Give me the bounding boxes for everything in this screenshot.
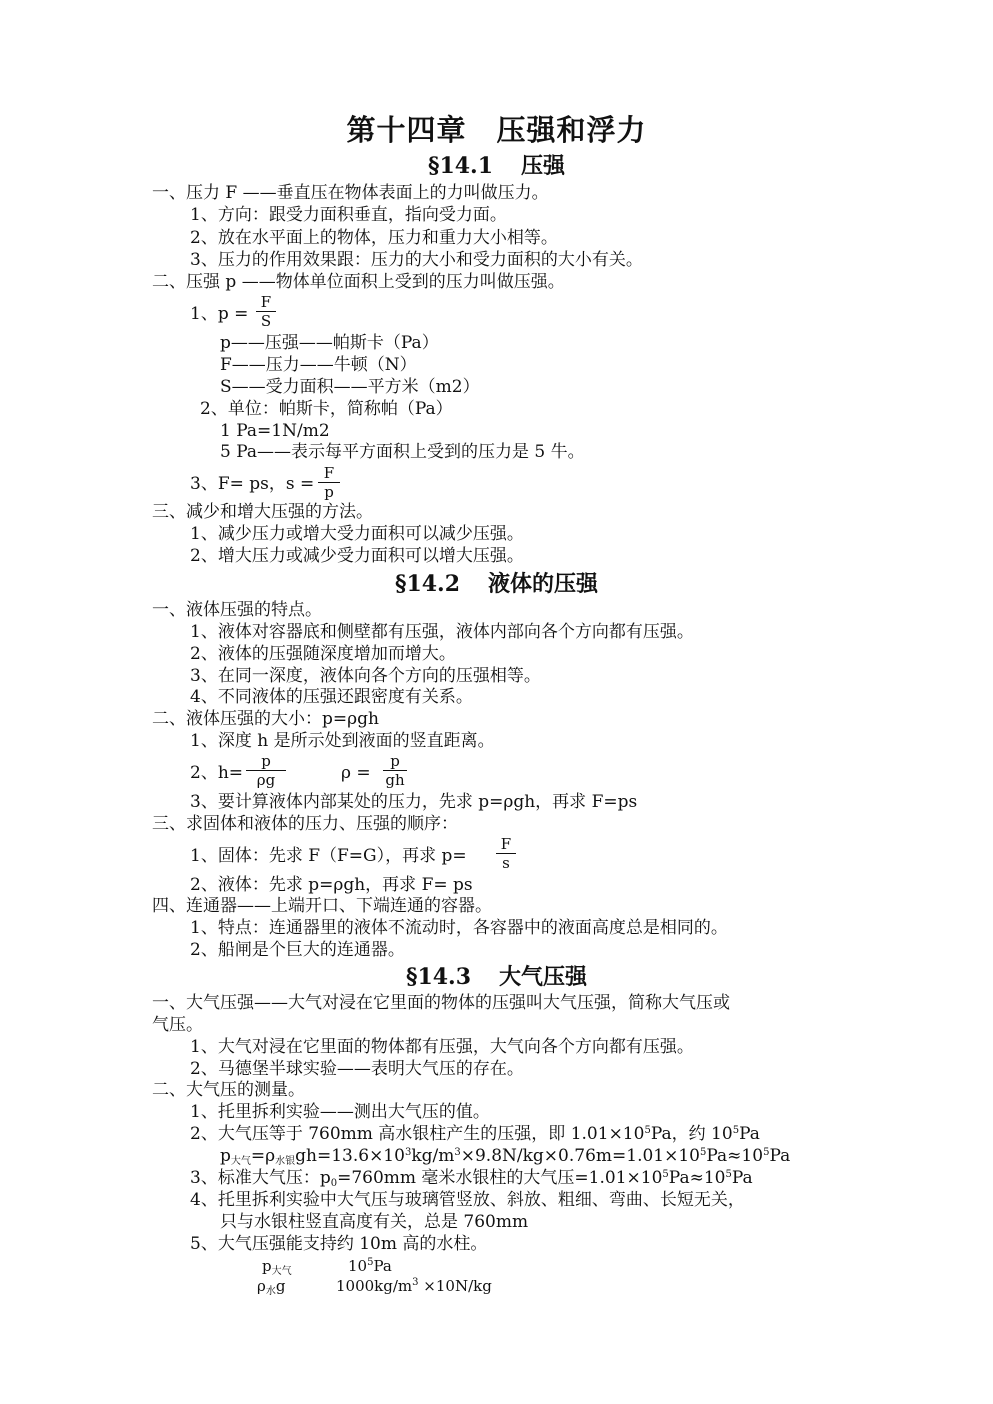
formula-label: 2、h= — [190, 763, 244, 783]
section-number: §14.1 — [427, 153, 494, 179]
text-line: 1、深度 h 是所示处到液面的竖直距离。 — [190, 731, 495, 751]
fraction-p-equals-f-over-s — [256, 294, 276, 329]
text-line: 2、放在水平面上的物体，压力和重力大小相等。 — [190, 228, 558, 248]
formula-label: 1、固体：先求 F（F=G），再求 p= — [190, 846, 467, 866]
ratio-numerator-value — [348, 1256, 392, 1276]
text-line: 1 Pa=1N/m2 — [220, 421, 330, 441]
section-title: 液体的压强 — [488, 571, 599, 597]
text-line: 4、不同液体的压强还跟密度有关系。 — [190, 687, 473, 707]
text-fragment: Pa，约 10 — [650, 1124, 733, 1144]
formula-label: 3、F= ps，s = — [190, 474, 315, 494]
ratio-denominator-value — [336, 1276, 492, 1296]
text-line: 2、液体：先求 p=ρgh，再求 F= ps — [190, 875, 473, 895]
text-line: 5 Pa——表示每平方面积上受到的压力是 5 牛。 — [220, 442, 585, 462]
text-line: 3、要计算液体内部某处的压力，先求 p=ρgh，再求 F=ps — [190, 792, 638, 812]
text-line: 1、方向：跟受力面积垂直，指向受力面。 — [190, 205, 507, 225]
section-heading-14-2 — [0, 570, 993, 598]
text-line: 4、托里拆利实验中大气压与玻璃管竖放、斜放、粗细、弯曲、长短无关， — [190, 1190, 745, 1210]
text-line: 5、大气压强能支持约 10m 高的水柱。 — [190, 1234, 488, 1254]
fraction-numerator: F — [500, 835, 512, 853]
text-fragment: Pa≈10 — [706, 1146, 764, 1166]
section-number: §14.2 — [394, 571, 461, 597]
text-line: F——压力——牛顿（N） — [220, 355, 417, 375]
text-line: 四、连通器——上端开口、下端连通的容器。 — [152, 896, 492, 916]
text-fragment: 3 — [412, 1277, 419, 1288]
text-line: 一、液体压强的特点。 — [152, 600, 322, 620]
text-fragment: ×10N/kg — [418, 1277, 492, 1295]
text-line: 2、马德堡半球实验——表明大气压的存在。 — [190, 1059, 524, 1079]
text-line: 二、压强 p ——物体单位面积上受到的压力叫做压强。 — [152, 272, 565, 292]
text-fragment: 0 — [330, 1178, 338, 1189]
text-fragment: 3 — [454, 1147, 461, 1158]
text-fragment: gh=13.6×10 — [295, 1146, 405, 1166]
text-fragment: Pa — [731, 1168, 753, 1188]
section-title: 压强 — [521, 153, 566, 179]
fraction-numerator: p — [390, 752, 400, 770]
fraction-denominator: p — [324, 483, 334, 501]
text-fragment: 5 — [732, 1125, 740, 1136]
text-line: 1、液体对容器底和侧壁都有压强，液体内部向各个方向都有压强。 — [190, 622, 694, 642]
text-fragment: 5 — [367, 1257, 374, 1268]
text-line: S——受力面积——平方米（m2） — [220, 377, 480, 397]
text-line: 三、求固体和液体的压力、压强的顺序： — [152, 814, 458, 834]
text-fragment: g — [275, 1277, 286, 1295]
fraction-denominator: gh — [385, 771, 405, 789]
text-line: 2、增大压力或减少受力面积可以增大压强。 — [190, 546, 524, 566]
section-number: §14.3 — [405, 964, 472, 990]
formula-label: ρ = — [341, 763, 371, 783]
text-fragment: =760mm 毫米水银柱的大气压=1.01×10 — [337, 1168, 663, 1188]
formula-line — [220, 1146, 790, 1166]
text-fragment: 10 — [348, 1257, 368, 1275]
text-fragment: 2、大气压等于 760mm 高水银柱产生的压强，即 1.01×10 — [190, 1124, 645, 1144]
ratio-numerator-line — [262, 1256, 292, 1276]
fraction-h-equals-p-over-rho-g — [246, 753, 286, 788]
text-line-with-superscripts — [190, 1168, 753, 1188]
text-fragment: =ρ — [250, 1146, 276, 1166]
text-fragment: Pa — [373, 1257, 392, 1275]
text-fragment: 3 — [404, 1147, 412, 1158]
text-fragment: ρ — [257, 1277, 266, 1295]
text-fragment: 1000kg/m — [336, 1277, 413, 1295]
text-fragment: Pa — [769, 1146, 791, 1166]
text-line: 一、压力 F ——垂直压在物体表面上的力叫做压力。 — [152, 183, 549, 203]
text-fragment: p — [262, 1257, 272, 1275]
section-title: 大气压强 — [499, 964, 588, 990]
text-fragment: 5 — [644, 1125, 651, 1136]
text-fragment: p — [220, 1146, 231, 1166]
fraction-numerator: F — [260, 293, 272, 311]
text-fragment: kg/m — [411, 1146, 455, 1166]
text-fragment: Pa — [739, 1124, 760, 1144]
text-line: 3、压力的作用效果跟：压力的大小和受力面积的大小有关。 — [190, 250, 643, 270]
formula-label: 1、p = — [190, 304, 249, 324]
text-fragment: 水银 — [275, 1156, 296, 1167]
text-line: 2、船闸是个巨大的连通器。 — [190, 940, 405, 960]
text-fragment: 5 — [725, 1169, 732, 1180]
text-line: 1、大气对浸在它里面的物体都有压强，大气向各个方向都有压强。 — [190, 1037, 694, 1057]
text-fragment: 3、标准大气压：p — [190, 1168, 331, 1188]
text-fragment: ×9.8N/kg×0.76m=1.01×10 — [460, 1146, 700, 1166]
text-fragment: 大气 — [271, 1266, 292, 1277]
text-line: 1、特点：连通器里的液体不流动时，各容器中的液面高度总是相同的。 — [190, 918, 728, 938]
text-line: 2、液体的压强随深度增加而增大。 — [190, 644, 456, 664]
fraction-rho-equals-p-over-gh — [383, 753, 407, 788]
fraction-numerator: p — [261, 752, 271, 770]
fraction-numerator: F — [323, 464, 335, 482]
text-fragment: 5 — [763, 1147, 770, 1158]
text-line: 一、大气压强——大气对浸在它里面的物体的压强叫大气压强，简称大气压或 — [152, 993, 730, 1013]
fraction-s-equals-f-over-p — [318, 465, 340, 500]
chapter-title: 第十四章 压强和浮力 — [346, 113, 647, 147]
text-line: 气压。 — [152, 1015, 203, 1035]
text-fragment: 大气 — [230, 1156, 251, 1167]
section-heading-14-3 — [0, 963, 993, 991]
text-fragment: 5 — [700, 1147, 707, 1158]
text-line: 3、在同一深度，液体向各个方向的压强相等。 — [190, 666, 541, 686]
ratio-denominator-line — [257, 1276, 285, 1296]
text-line: 三、减少和增大压强的方法。 — [152, 502, 373, 522]
text-fragment: 水 — [265, 1286, 276, 1297]
text-line: 1、托里拆利实验——测出大气压的值。 — [190, 1102, 490, 1122]
text-fragment: Pa≈10 — [668, 1168, 726, 1188]
fraction-denominator: ρg — [256, 771, 276, 789]
text-line: 1、减少压力或增大受力面积可以减少压强。 — [190, 524, 524, 544]
text-line: p——压强——帕斯卡（Pa） — [220, 333, 439, 353]
text-line-with-superscripts — [190, 1124, 760, 1144]
text-line: 二、大气压的测量。 — [152, 1080, 305, 1100]
text-line: 2、单位：帕斯卡，简称帕（Pa） — [200, 399, 453, 419]
text-fragment: 5 — [662, 1169, 669, 1180]
fraction-denominator: s — [502, 854, 510, 872]
fraction-p-equals-f-over-s — [496, 836, 516, 871]
text-line: 只与水银柱竖直高度有关，总是 760mm — [220, 1212, 529, 1232]
fraction-denominator: S — [260, 312, 272, 330]
section-heading-14-1 — [0, 152, 993, 180]
text-line: 二、液体压强的大小：p=ρgh — [152, 709, 379, 729]
